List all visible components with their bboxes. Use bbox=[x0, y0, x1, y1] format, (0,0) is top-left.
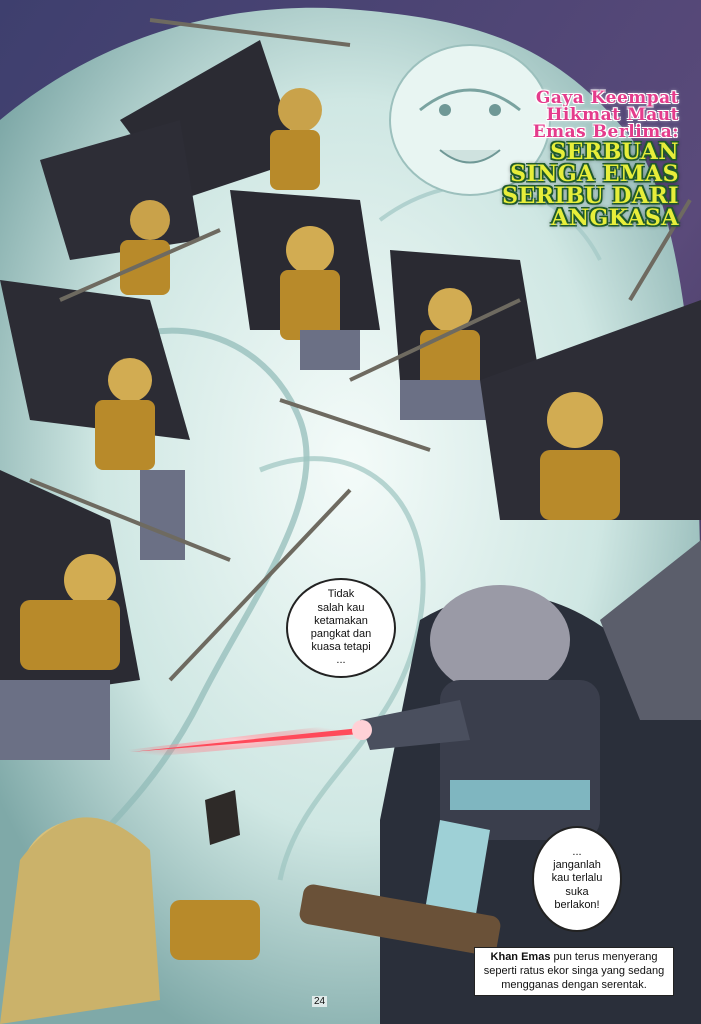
title-line-3: Emas Berlima: bbox=[532, 122, 679, 142]
speech-bubble-text: Tidak salah kau ketamakan pangkat dan kuasa tetapi ... bbox=[310, 588, 372, 667]
title-line-1: Gaya Keempat bbox=[535, 88, 679, 108]
falling-rock bbox=[205, 790, 240, 845]
title-line-6: SERIBU DARI bbox=[502, 183, 679, 209]
narration-box bbox=[474, 947, 674, 996]
title-line-4: SERBUAN bbox=[550, 139, 679, 165]
page-number: 24 bbox=[314, 996, 326, 1007]
speech-bubble bbox=[532, 826, 622, 932]
title-line-5: SINGA EMAS bbox=[510, 161, 679, 187]
attack-title-caption bbox=[479, 90, 679, 229]
speech-bubble-text: ... janganlah kau terlalu suka berlakon! bbox=[551, 846, 603, 911]
speech-bubble bbox=[286, 578, 396, 678]
narration-text: pun terus menyerang seperti ratus ekor singa yang sedang mengganas dengan serentak. bbox=[483, 951, 665, 991]
title-line-2: Hikmat Maut bbox=[546, 105, 679, 125]
title-line-7: ANGKASA bbox=[551, 205, 679, 231]
narration-name: Khan Emas bbox=[490, 951, 551, 963]
